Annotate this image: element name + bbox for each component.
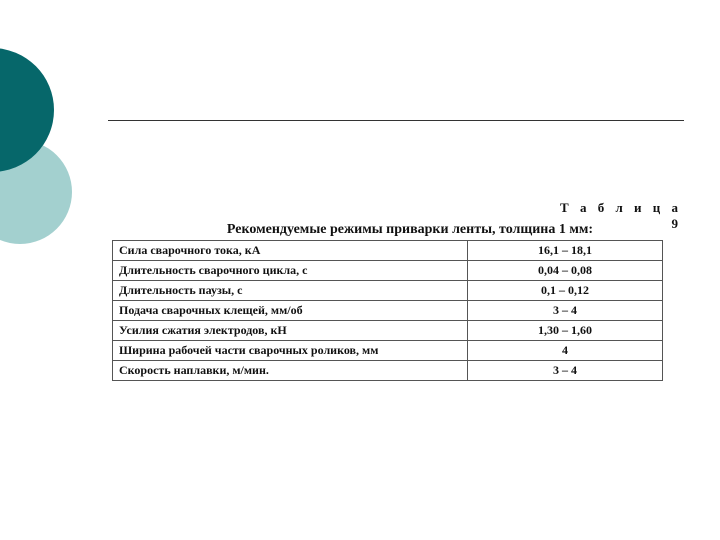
table-row — [113, 301, 663, 321]
value-cell: 1,30 – 1,60 — [468, 321, 663, 341]
value-cell: 4 — [468, 341, 663, 361]
parameter-cell: Усилия сжатия электродов, кН — [113, 321, 468, 341]
table-row — [113, 261, 663, 281]
table-caption: Т а б л и ц а 9 — [560, 200, 682, 231]
value-cell: 0,04 – 0,08 — [468, 261, 663, 281]
welding-modes-table — [112, 240, 663, 381]
table-row — [113, 281, 663, 301]
table-row — [113, 241, 663, 261]
value-cell: 3 – 4 — [468, 301, 663, 321]
parameter-cell: Длительность сварочного цикла, с — [113, 261, 468, 281]
parameter-cell: Скорость наплавки, м/мин. — [113, 361, 468, 381]
table-title: Рекомендуемые режимы приварки ленты, толщина 1 мм: — [226, 222, 594, 237]
table-row — [113, 361, 663, 381]
table-row — [113, 321, 663, 341]
value-cell: 16,1 – 18,1 — [468, 241, 663, 261]
parameter-cell: Ширина рабочей части сварочных роликов, мм — [113, 341, 468, 361]
value-cell: 3 – 4 — [468, 361, 663, 381]
parameter-cell: Сила сварочного тока, кА — [113, 241, 468, 261]
parameter-cell: Длительность паузы, с — [113, 281, 468, 301]
decorative-circles — [0, 0, 120, 300]
value-cell: 0,1 – 0,12 — [468, 281, 663, 301]
parameter-cell: Подача сварочных клещей, мм/об — [113, 301, 468, 321]
table-row — [113, 341, 663, 361]
horizontal-rule — [108, 120, 684, 121]
